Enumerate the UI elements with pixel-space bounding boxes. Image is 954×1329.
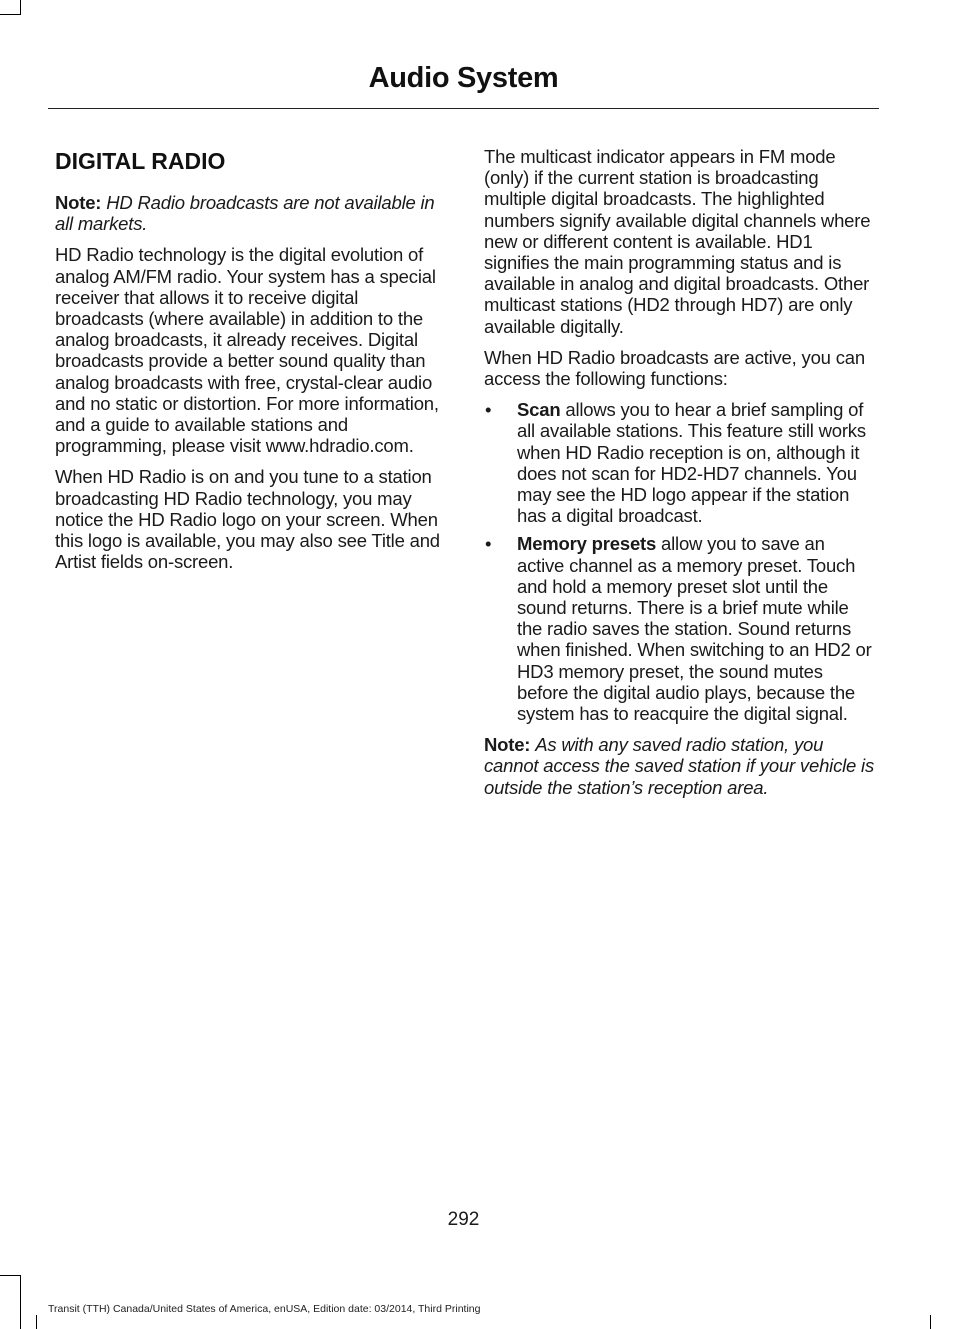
bullet-dot: • bbox=[485, 533, 492, 555]
paragraph-multicast: The multicast indicator appears in FM mode (only) if the current station is broadcasting multiple digital broadcasts. The highlighted numbers signify available digital channels where new or different content is available. HD1 signifies the main programming status and is available in analog and digital broadcasts. Other multicast stations (HD2 through HD7) are only available digitally. bbox=[484, 146, 871, 337]
functions-list bbox=[484, 399, 876, 724]
term-memory-presets: Memory presets bbox=[517, 533, 657, 555]
crop-mark-top-left-v bbox=[20, 0, 21, 14]
paragraph-hd-technology: HD Radio technology is the digital evolution of analog AM/FM radio. Your system has a special receiver that allows it to receive digital broadcasts (where available) in addition to the analog broadcasts, it already receives. Digital broadcasts provide a better sound quality than analog broadcasts with free, crystal-clear audio and no static or distortion. For more information, and a guide to available stations and programming, please visit www.hdradio.com. bbox=[55, 244, 439, 457]
list-item-memory-presets bbox=[484, 533, 876, 724]
note-text: As with any saved radio station, you cannot access the saved station if your vehicle is outside the station’s reception area. bbox=[484, 734, 875, 798]
note-text: HD Radio broadcasts are not available in all markets. bbox=[55, 192, 435, 235]
section-title: DIGITAL RADIO bbox=[55, 148, 226, 174]
crop-mark-top-left-h bbox=[0, 14, 21, 15]
footer-edition-info: Transit (TTH) Canada/United States of America, enUSA, Edition date: 03/2014, Third Printing bbox=[48, 1303, 481, 1315]
description-memory-presets: allow you to save an active channel as a memory preset. Touch and hold a memory preset slot until the sound returns. There is a brief mute while the radio saves the station. Sound returns when finished. When switching to an HD2 or HD3 memory preset, the sound mutes before the digital audio plays, because the system has to reacquire the digital signal. bbox=[517, 533, 872, 725]
paragraph-hd-logo: When HD Radio is on and you tune to a station broadcasting HD Radio technology, you may notice the HD Radio logo on your screen. When this logo is available, you may also see Title and Artist fields on-screen. bbox=[55, 466, 440, 573]
page-number: 292 bbox=[447, 1209, 480, 1230]
left-column bbox=[55, 146, 447, 582]
crop-mark-bottom-left-v bbox=[20, 1275, 21, 1329]
term-scan: Scan bbox=[517, 399, 561, 421]
paragraph-functions-intro: When HD Radio broadcasts are active, you can access the following functions: bbox=[484, 346, 865, 390]
note-saved-station bbox=[484, 734, 876, 798]
bullet-dot: • bbox=[485, 399, 492, 421]
list-item-scan bbox=[484, 399, 876, 526]
description-scan: allows you to hear a brief sampling of all available stations. This feature still works when HD Radio reception is on, although it does not scan for HD2-HD7 channels. You may see the HD logo appear if the station has a digital broadcast. bbox=[517, 399, 866, 527]
crop-mark-bottom-left-tick bbox=[36, 1315, 37, 1329]
note-label: Note: bbox=[484, 734, 531, 756]
crop-mark-bottom-left-h bbox=[0, 1275, 21, 1276]
crop-mark-bottom-right-tick bbox=[930, 1315, 931, 1329]
note-hd-availability bbox=[55, 192, 447, 234]
page-header bbox=[48, 58, 879, 109]
page-title: Audio System bbox=[368, 62, 559, 94]
note-label: Note: bbox=[55, 192, 102, 213]
right-column bbox=[484, 146, 876, 808]
